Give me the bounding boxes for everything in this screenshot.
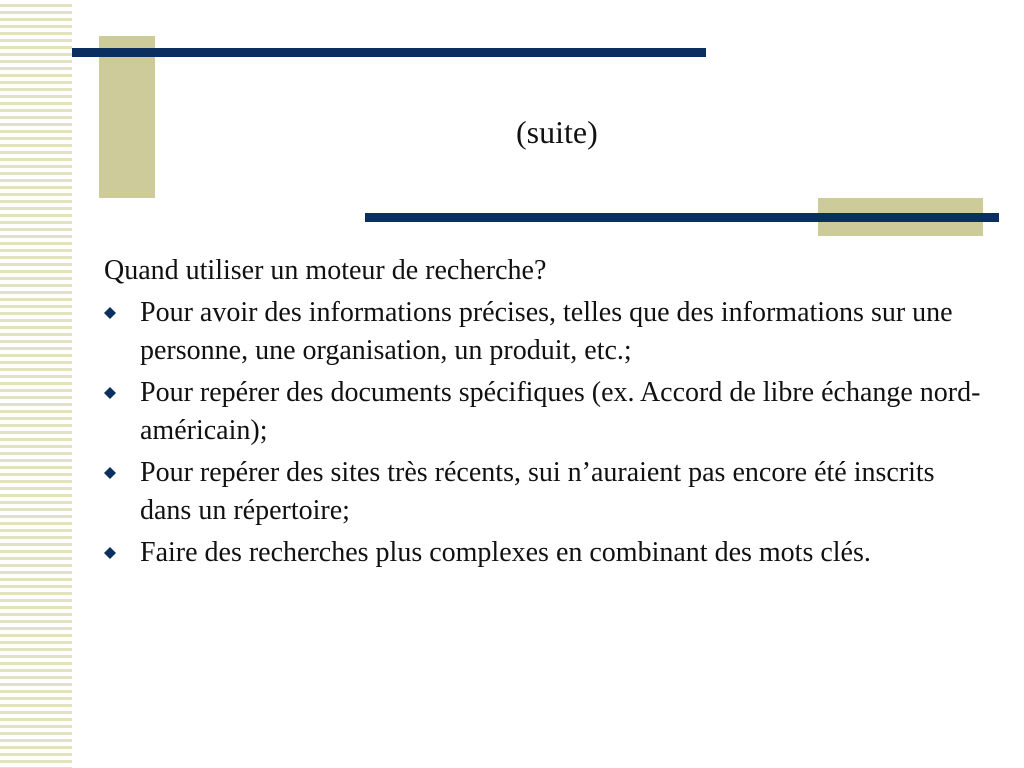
diamond-bullet-icon <box>104 467 116 479</box>
bullet-item <box>104 374 984 450</box>
diamond-bullet-icon <box>104 387 116 399</box>
decorative-navy-line-top <box>72 48 706 57</box>
bullet-item <box>104 454 984 530</box>
bullet-text: Pour repérer des documents spécifiques (ex. Accord de libre échange nord-américain); <box>140 377 981 446</box>
bullet-item <box>104 294 984 370</box>
bullet-list <box>104 294 984 572</box>
intro-text: Quand utiliser un moteur de recherche? <box>104 255 547 286</box>
bullet-text: Pour avoir des informations précises, telles que des informations sur une personne, une organisation, un produit, etc.; <box>140 297 953 366</box>
decorative-navy-line-bottom <box>365 213 999 222</box>
bullet-text: Faire des recherches plus complexes en combinant des mots clés. <box>140 537 871 568</box>
bullet-text: Pour repérer des sites très récents, sui n’auraient pas encore été inscrits dans un répertoire; <box>140 457 935 526</box>
slide-title: (suite) <box>516 114 598 150</box>
diamond-bullet-icon <box>104 547 116 559</box>
diamond-bullet-icon <box>104 307 116 319</box>
bullet-item <box>104 534 984 572</box>
decorative-tan-block-top <box>99 36 155 198</box>
decorative-stripes <box>0 0 72 768</box>
slide-content <box>104 252 984 576</box>
